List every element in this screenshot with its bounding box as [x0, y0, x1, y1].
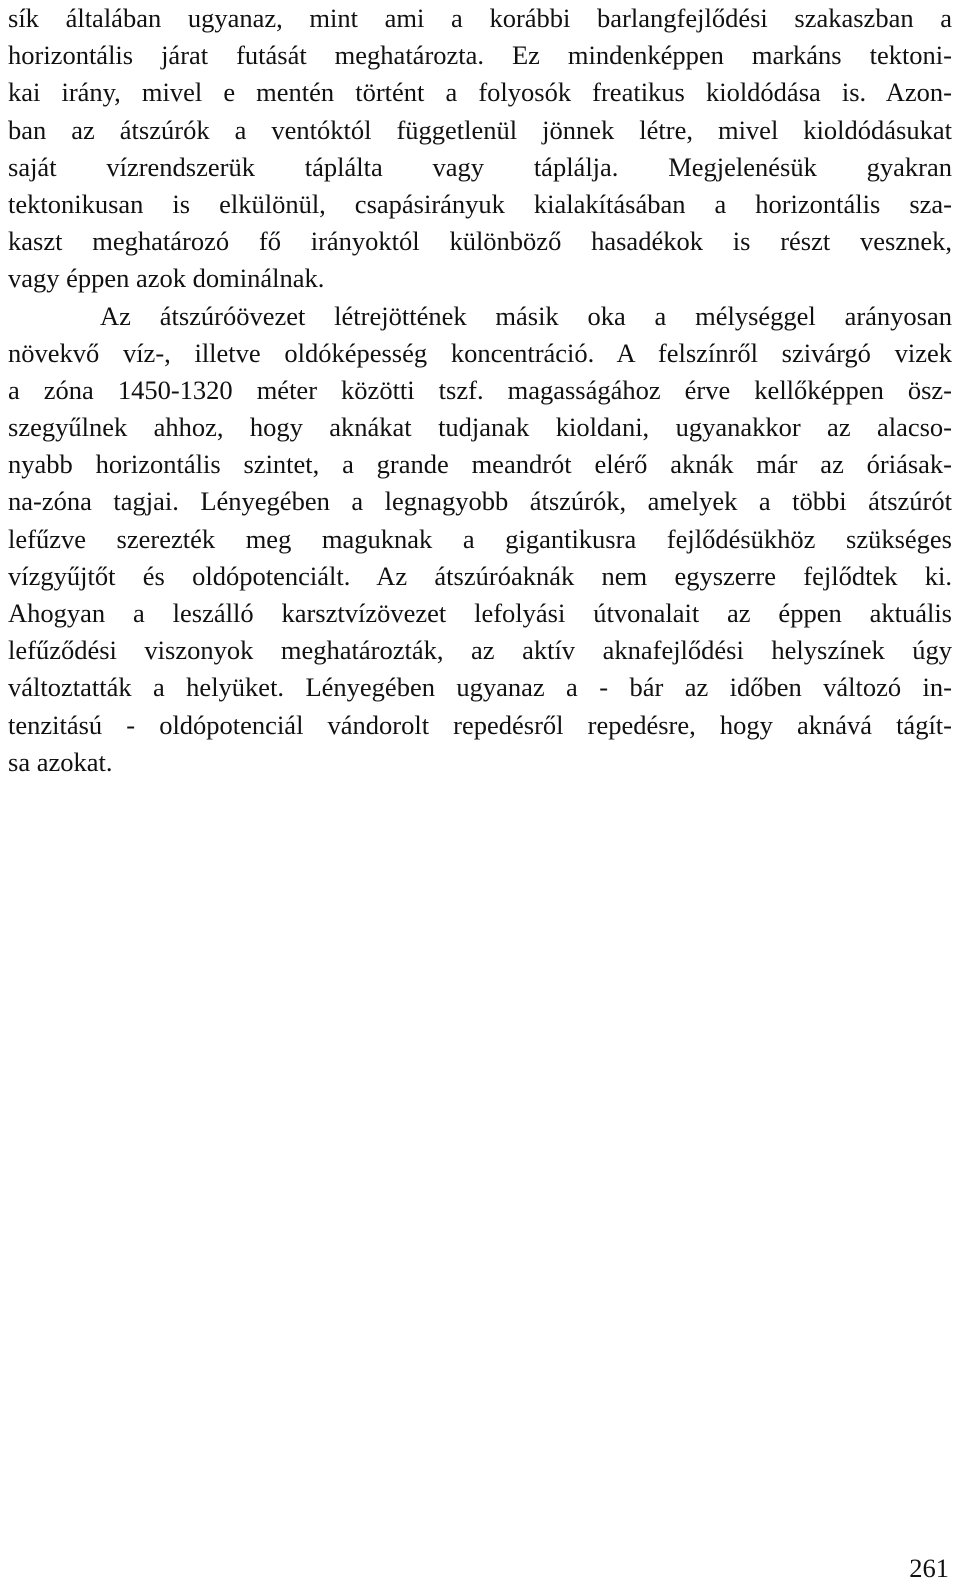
text-line-14: na-zóna tagjai. Lényegében a legnagyobb átszúrók, amelyek a többi átszúrót: [8, 486, 952, 517]
text-line-15: lefűzve szerezték meg maguknak a gigantikusra fejlődésükhöz szükséges: [8, 523, 952, 554]
text-line-16: vízgyűjtőt és oldópotenciált. Az átszúróaknák nem egyszerre fejlődtek ki.: [8, 560, 952, 591]
page-number: 261: [909, 1553, 949, 1583]
text-line-18: lefűződési viszonyok meghatározták, az aktív aknafejlődési helyszínek úgy: [8, 635, 952, 666]
text-line-2: horizontális járat futását meghatározta. Ez mindenképpen markáns tektoni-: [8, 40, 952, 71]
text-line-11: a zóna 1450-1320 méter közötti tszf. magasságához érve kellőképpen ösz-: [8, 374, 952, 405]
text-line-4: ban az átszúrók a ventóktól függetlenül jönnek létre, mivel kioldódásukat: [8, 114, 952, 145]
text-line-10: növekvő víz-, illetve oldóképesség koncentráció. A felszínről szivárgó vizek: [8, 337, 952, 368]
text-line-17: Ahogyan a leszálló karsztvízövezet lefolyási útvonalait az éppen aktuális: [8, 598, 952, 628]
text-line-19: változtatták a helyüket. Lényegében ugyanaz a - bár az időben változó in-: [8, 672, 952, 703]
text-line-21: sa azokat.: [8, 746, 113, 777]
text-line-5: saját vízrendszerük táplálta vagy táplálja. Megjelenésük gyakran: [8, 151, 952, 182]
body-text: [8, 0, 952, 781]
text-line-13: nyabb horizontális szintet, a grande meandrót elérő aknák már az óriásak-: [8, 449, 952, 480]
text-line-9: Az átszúróövezet létrejöttének másik oka a mélységgel arányosan: [100, 300, 952, 331]
text-line-1: sík általában ugyanaz, mint ami a korábbi barlangfejlődési szakaszban a: [8, 3, 952, 33]
text-line-12: szegyűlnek ahhoz, hogy aknákat tudjanak kioldani, ugyanakkor az alacso-: [8, 412, 952, 443]
text-line-3: kai irány, mivel e mentén történt a folyosók freatikus kioldódása is. Azon-: [8, 77, 952, 108]
text-line-7: kaszt meghatározó fő irányoktól különböző hasadékok is részt vesznek,: [8, 226, 952, 257]
text-line-8: vagy éppen azok dominálnak.: [8, 263, 325, 294]
text-line-20: tenzitású - oldópotenciál vándorolt repedésről repedésre, hogy aknává tágít-: [8, 709, 952, 740]
text-line-6: tektonikusan is elkülönül, csapásirányuk kialakításában a horizontális sza-: [8, 188, 952, 219]
